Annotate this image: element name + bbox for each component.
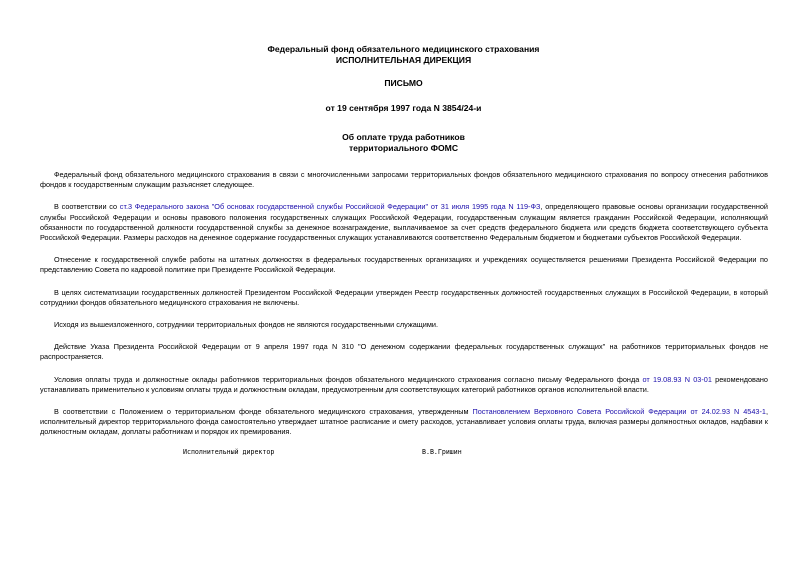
document-header xyxy=(0,44,807,154)
paragraph-4: В целях систематизации государственных должностей Президентом Российской Федерации утвержден Реестр государственных должностей государственных служащих в Российской Федерации, в который сотрудники фондов обязательного медицинского страхования не включены. xyxy=(40,287,768,307)
org-division: ИСПОЛНИТЕЛЬНАЯ ДИРЕКЦИЯ xyxy=(335,55,472,65)
paragraph-7 xyxy=(40,375,768,395)
paragraph-5: Исходя из вышеизложенного, сотрудники территориальных фондов не являются государственными служащими. xyxy=(54,320,438,330)
paragraph-8 xyxy=(40,407,768,438)
doc-date-number: от 19 сентября 1997 года N 3854/24-и xyxy=(325,103,482,113)
org-name: Федеральный фонд обязательного медицинского страхования xyxy=(267,44,540,54)
paragraph-8-post: , исполнительный директор территориального фонда самостоятельно утверждает штатное расписание и смету расходов, устанавливает условия оплаты труда, включая размеры должностных окладов, надбавки к должностным окладам, доплаты работникам и порядок их премирования. xyxy=(40,407,768,437)
paragraph-7-pre: Условия оплаты труда и должностные оклады работников территориальных фондов обязательного медицинского страхования согласно письму Федерального фонда xyxy=(54,374,643,384)
paragraph-1: Федеральный фонд обязательного медицинского страхования в связи с многочисленными запросами территориальных фондов обязательного медицинского страхования по вопросу отнесения работников фондов к государственным служащим разъясняет следующее. xyxy=(40,170,768,190)
doc-subject-line1: Об оплате труда работников xyxy=(342,132,465,142)
paragraph-3: Отнесение к государственной службе работы на штатных должностях в федеральных государственных организациях и учреждениях осуществляется решениями Президента Российской Федерации по представлению Совета по кадровой политике при Президенте Российской Федерации. xyxy=(40,255,768,275)
law-119-fz-link[interactable]: ст.3 Федерального закона "Об основах государственной службы Российской Федерации" от 31 июля 1995 года N 119-ФЗ xyxy=(119,202,541,212)
paragraph-7-post: рекомендовано устанавливать применительно к условиям оплаты труда и должностным окладам, предусмотренным для соответствующих категорий работников органов исполнительной власти. xyxy=(40,374,768,394)
paragraph-2-post: , определяющего правовые основы организации государственной службы Российской Федерации и основы правового положения государственных служащих Российской Федерации, государственным служащим является гражданин Российской Федерации, исполняющий обязанности по государственной должности государственной службы за денежное вознаграждение, выплачиваемое за счет средств федерального бюджета или средств бюджета соответствующего субъекта Российской Федерации. Размеры расходов на денежное содержание государственных служащих устанавливаются соответственно Федеральным бюджетом и бюджетами субъектов Российской Федерации. xyxy=(40,202,768,243)
doc-type: ПИСЬМО xyxy=(384,78,423,88)
paragraph-2 xyxy=(40,202,768,243)
document-body xyxy=(40,170,768,438)
doc-subject-line2: территориального ФОМС xyxy=(348,143,459,153)
signature-title: Исполнительный директор xyxy=(183,448,275,456)
paragraph-2-pre: В соответствии со xyxy=(54,202,120,212)
paragraph-8-pre: В соответствии с Положением о территориальном фонде обязательного медицинского страхования, утвержденным xyxy=(54,407,473,417)
resolution-4543-1-link[interactable]: Постановлением Верховного Совета Российской Федерации от 24.02.93 N 4543-1 xyxy=(472,407,766,417)
paragraph-6: Действие Указа Президента Российской Федерации от 9 апреля 1997 года N 310 "О денежном содержании федеральных государственных служащих" на работников территориальных фондов не распространяется. xyxy=(40,342,768,362)
signature-name: В.В.Гришин xyxy=(422,448,462,456)
letter-03-01-link[interactable]: от 19.08.93 N 03-01 xyxy=(642,374,712,384)
